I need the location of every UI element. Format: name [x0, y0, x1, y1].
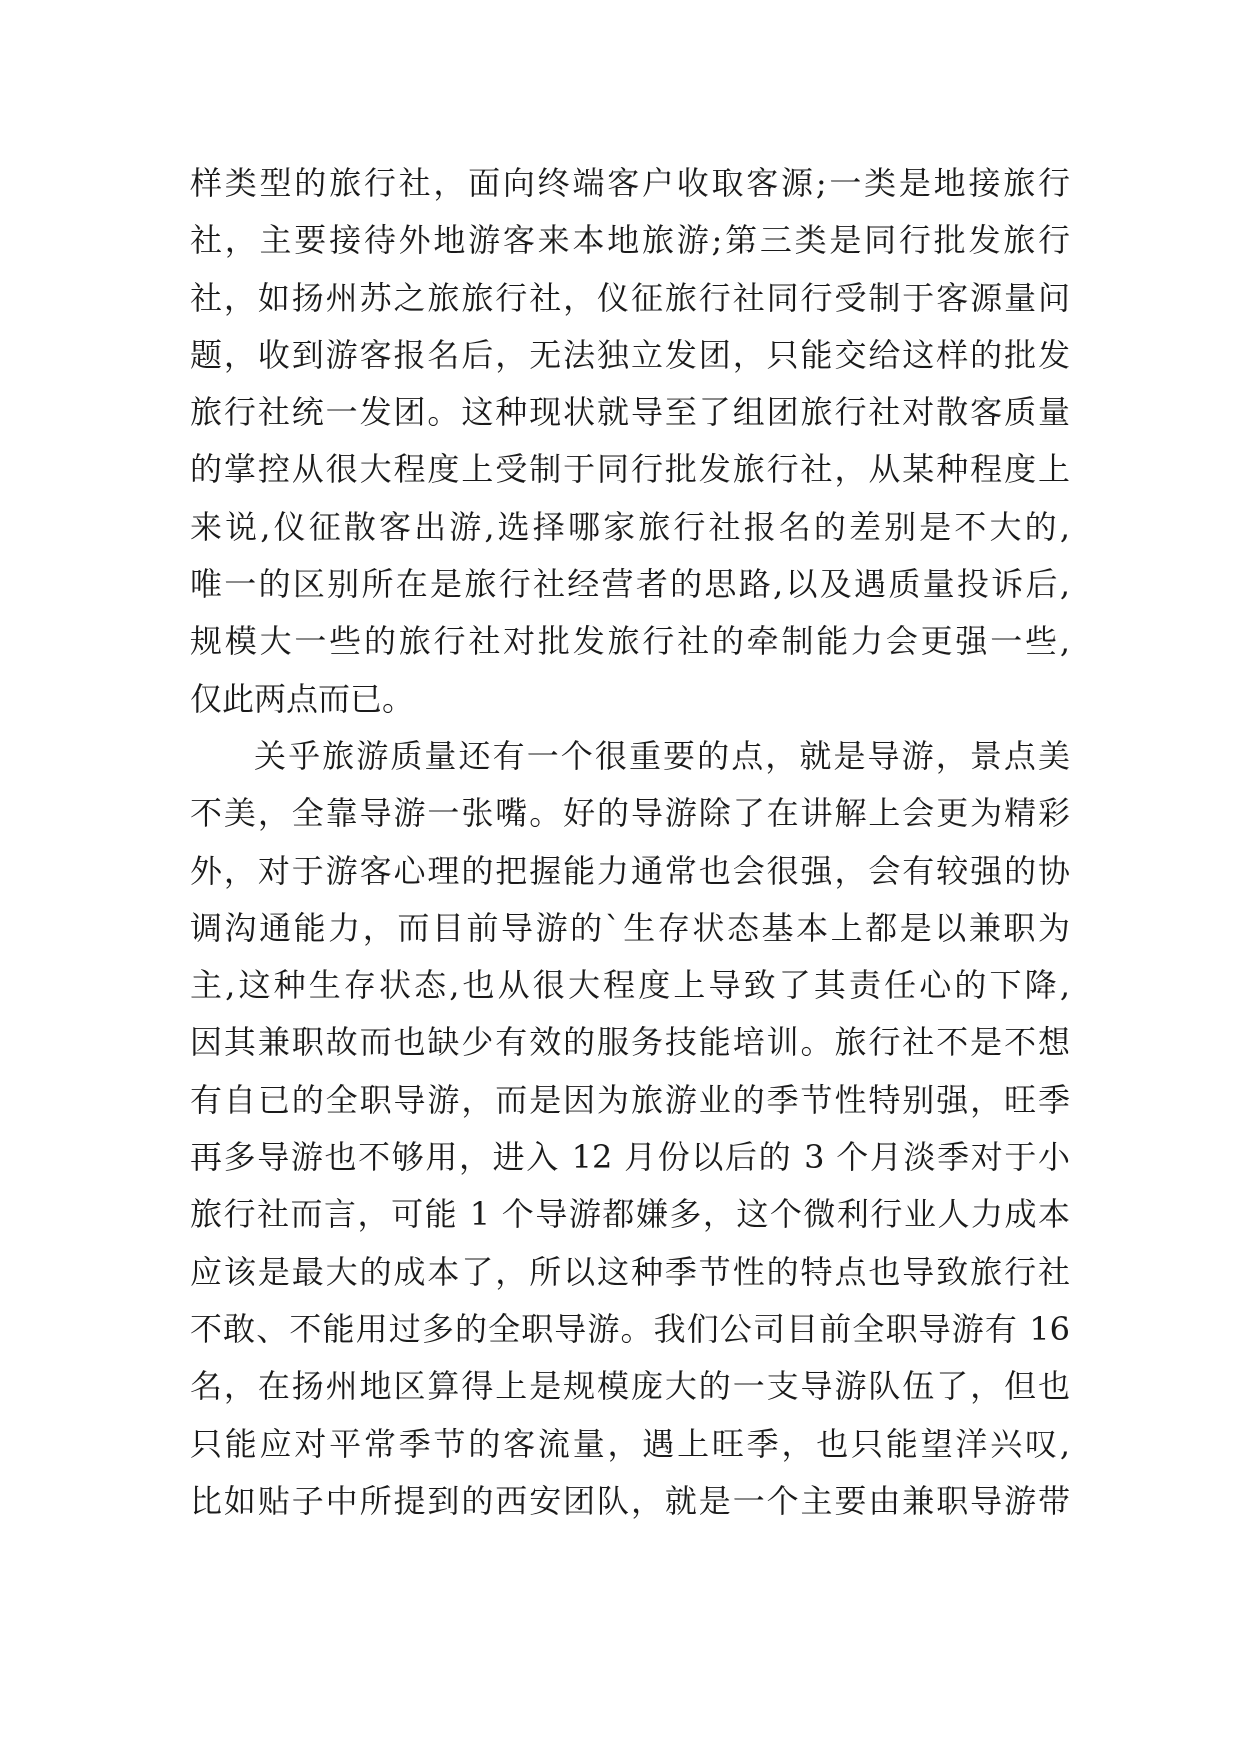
text-line: 外，对于游客心理的把握能力通常也会很强，会有较强的协: [190, 851, 1070, 890]
text-line: 规模大一些的旅行社对批发旅行社的牵制能力会更强一些,: [190, 622, 1070, 661]
text-line: 因其兼职故而也缺少有效的服务技能培训。旅行社不是不想: [190, 1023, 1070, 1062]
text-line: 社，主要接待外地游客来本地旅游;第三类是同行批发旅行: [190, 221, 1070, 260]
text-line: 旅行社统一发团。这种现状就导至了组团旅行社对散客质量: [190, 393, 1070, 432]
text-line: 样类型的旅行社，面向终端客户收取客源;一类是地接旅行: [190, 164, 1070, 202]
text-line: 不敢、不能用过多的全职导游。我们公司目前全职导游有 16: [190, 1309, 1070, 1348]
text-line: 的掌控从很大程度上受制于同行批发旅行社，从某种程度上: [190, 450, 1070, 489]
text-line: 比如贴子中所提到的西安团队，就是一个主要由兼职导游带: [190, 1481, 1070, 1520]
body-text: [190, 155, 1070, 1530]
text-line: 再多导游也不够用，进入 12 月份以后的 3 个月淡季对于小: [190, 1138, 1070, 1177]
paragraph-2: [190, 728, 1070, 1530]
text-line: 不美，全靠导游一张嘴。好的导游除了在讲解上会更为精彩: [190, 794, 1070, 833]
text-line: 只能应对平常季节的客流量，遇上旺季，也只能望洋兴叹,: [190, 1424, 1070, 1463]
text-line: 应该是最大的成本了，所以这种季节性的特点也导致旅行社: [190, 1252, 1070, 1291]
text-line: 调沟通能力，而目前导游的`生存状态基本上都是以兼职为: [190, 908, 1070, 947]
text-line: 题，收到游客报名后，无法独立发团，只能交给这样的批发: [190, 335, 1070, 374]
text-line: 关乎旅游质量还有一个很重要的点，就是导游，景点美: [254, 736, 1070, 775]
text-line: 主,这种生存状态,也从很大程度上导致了其责任心的下降,: [190, 966, 1070, 1005]
text-line: 旅行社而言，可能 1 个导游都嫌多，这个微利行业人力成本: [190, 1195, 1070, 1234]
text-line: 唯一的区别所在是旅行社经营者的思路,以及遇质量投诉后,: [190, 565, 1070, 604]
text-line: 社，如扬州苏之旅旅行社，仪征旅行社同行受制于客源量问: [190, 278, 1070, 317]
paragraph-1: [190, 155, 1070, 728]
text-line: 有自已的全职导游，而是因为旅游业的季节性特别强，旺季: [190, 1080, 1070, 1119]
text-line: 来说,仪征散客出游,选择哪家旅行社报名的差别是不大的,: [190, 507, 1070, 546]
text-line: 名，在扬州地区算得上是规模庞大的一支导游队伍了，但也: [190, 1367, 1070, 1406]
text-line: 仅此两点而已。: [190, 679, 415, 718]
